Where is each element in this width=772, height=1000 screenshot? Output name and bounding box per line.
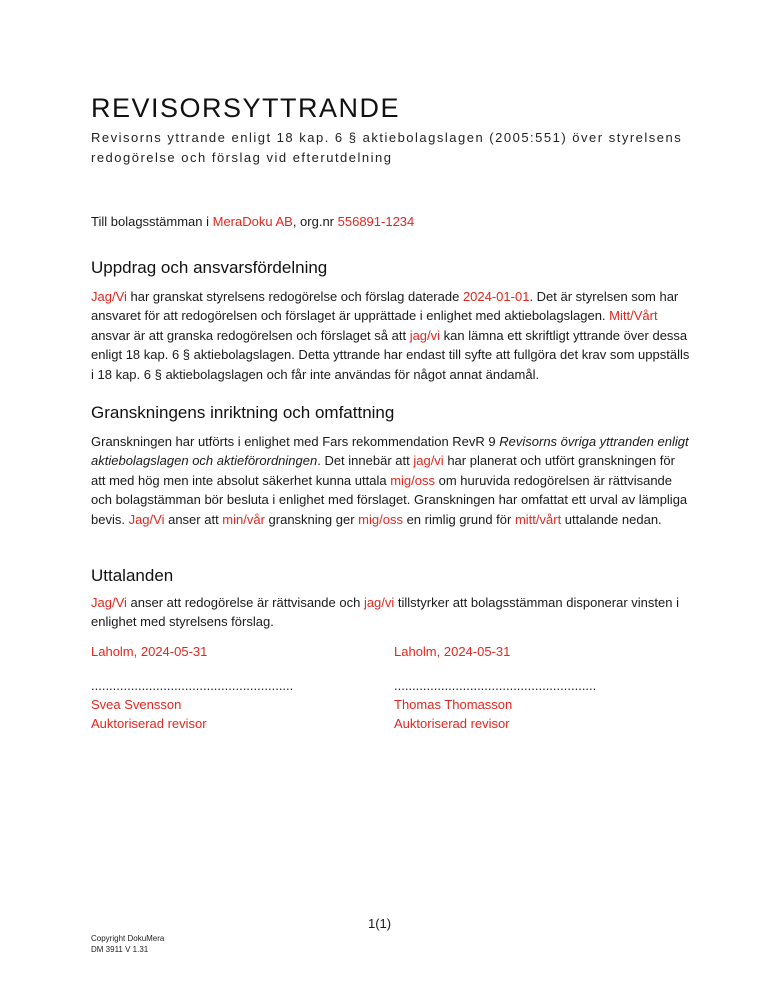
placeholder-text: Mitt/Vårt	[609, 308, 658, 324]
body-text: granskning ger	[264, 511, 359, 527]
body-text: anser att redogörelse är rättvisande och	[126, 595, 364, 610]
placeholder-text: mig/oss	[358, 511, 403, 527]
placeholder-text: jag/vi	[409, 327, 441, 343]
section-heading-granskning: Granskningens inriktning och omfattning	[91, 403, 395, 422]
signature-name: Svea Svensson	[91, 697, 182, 712]
placeholder-text: jag/vi	[363, 595, 395, 610]
body-text: anser att	[164, 511, 223, 527]
addressee-prefix: Till bolagsstämman i	[91, 214, 213, 229]
addressee-mid: , org.nr	[292, 214, 338, 229]
section-heading-uppdrag: Uppdrag och ansvarsfördelning	[91, 258, 328, 277]
placeholder-text: mig/oss	[390, 472, 435, 488]
section-heading-uttalanden: Uttalanden	[91, 566, 174, 585]
italic-text: Revisorns övriga yttranden enligt aktiebolagslagen och aktieförordningen	[91, 434, 689, 469]
signature-line: ........................................................	[394, 678, 597, 693]
body-text: ansvar är att granska redogörelsen och förslaget så att	[91, 327, 410, 343]
section-body-uppdrag	[91, 287, 691, 384]
body-text: kan lämna ett skriftligt yttrande över dessa enligt 18 kap. 6 § aktiebolagslagen. Detta yttrande har endast till syfte att fullgöra det krav som uppställs i 18 kap. 6 § aktiebolagslagen och får inte användas för något annat ändamål.	[91, 327, 690, 382]
document-subtitle: Revisorns yttrande enligt 18 kap. 6 § aktiebolagslagen (2005:551) över styrelsens redogörelse och förslag vid efterutdelning	[91, 130, 683, 165]
placeholder-text: Jag/Vi	[128, 511, 165, 527]
placeholder-text: mitt/vårt	[514, 511, 562, 527]
signature-place-date: Laholm, 2024-05-31	[91, 644, 208, 659]
body-text: . Det innebär att	[317, 453, 414, 469]
document-title: REVISORSYTTRANDE	[91, 93, 401, 123]
body-text: har planerat och utfört granskningen för att med hög men inte absolut säkerhet kunna uttala	[91, 453, 675, 488]
signature-place-date: Laholm, 2024-05-31	[394, 644, 511, 659]
placeholder-text: jag/vi	[413, 453, 444, 469]
addressee-line	[91, 213, 414, 231]
placeholder-text: 2024-01-01	[462, 289, 530, 304]
signature-title: Auktoriserad revisor	[394, 716, 510, 731]
signature-block-2	[394, 642, 596, 733]
body-text: en rimlig grund för	[402, 511, 515, 527]
body-text: . Det är styrelsen som har ansvaret för att redogörelsen och förslaget är upprättade i enlighet med aktiebolagslagen.	[91, 289, 679, 324]
signature-line: ........................................................	[91, 678, 294, 693]
footer-copyright: Copyright DokuMera	[91, 934, 165, 943]
org-number: 556891-1234	[337, 214, 415, 229]
signature-block-1	[91, 642, 293, 733]
placeholder-text: Jag/Vi	[91, 595, 127, 610]
signature-name: Thomas Thomasson	[394, 697, 513, 712]
body-text: tillstyrker att bolagsstämman disponerar vinsten i enlighet med styrelsens förslag.	[91, 595, 679, 630]
signature-title: Auktoriserad revisor	[91, 716, 207, 731]
body-text: Granskningen har utförts i enlighet med Fars rekommendation RevR 9	[91, 434, 500, 449]
body-text: uttalande nedan.	[561, 511, 662, 527]
section-body-granskning	[91, 432, 691, 529]
company-name: MeraDoku AB	[212, 214, 293, 229]
footer-doc-id: DM 3911 V 1.31	[91, 945, 149, 954]
page-number: 1(1)	[368, 916, 392, 931]
document-footer	[91, 933, 164, 955]
section-body-uttalanden	[91, 593, 691, 632]
placeholder-text: min/vår	[222, 511, 265, 527]
placeholder-text: Jag/Vi	[91, 289, 127, 304]
body-text: om huruvida redogörelsen är rättvisande och bolagstämman bör besluta i enlighet med förslaget. Granskningen har omfattat ett urval av lämpliga bevis.	[91, 472, 688, 527]
body-text: har granskat styrelsens redogörelse och förslag daterade	[126, 289, 463, 304]
